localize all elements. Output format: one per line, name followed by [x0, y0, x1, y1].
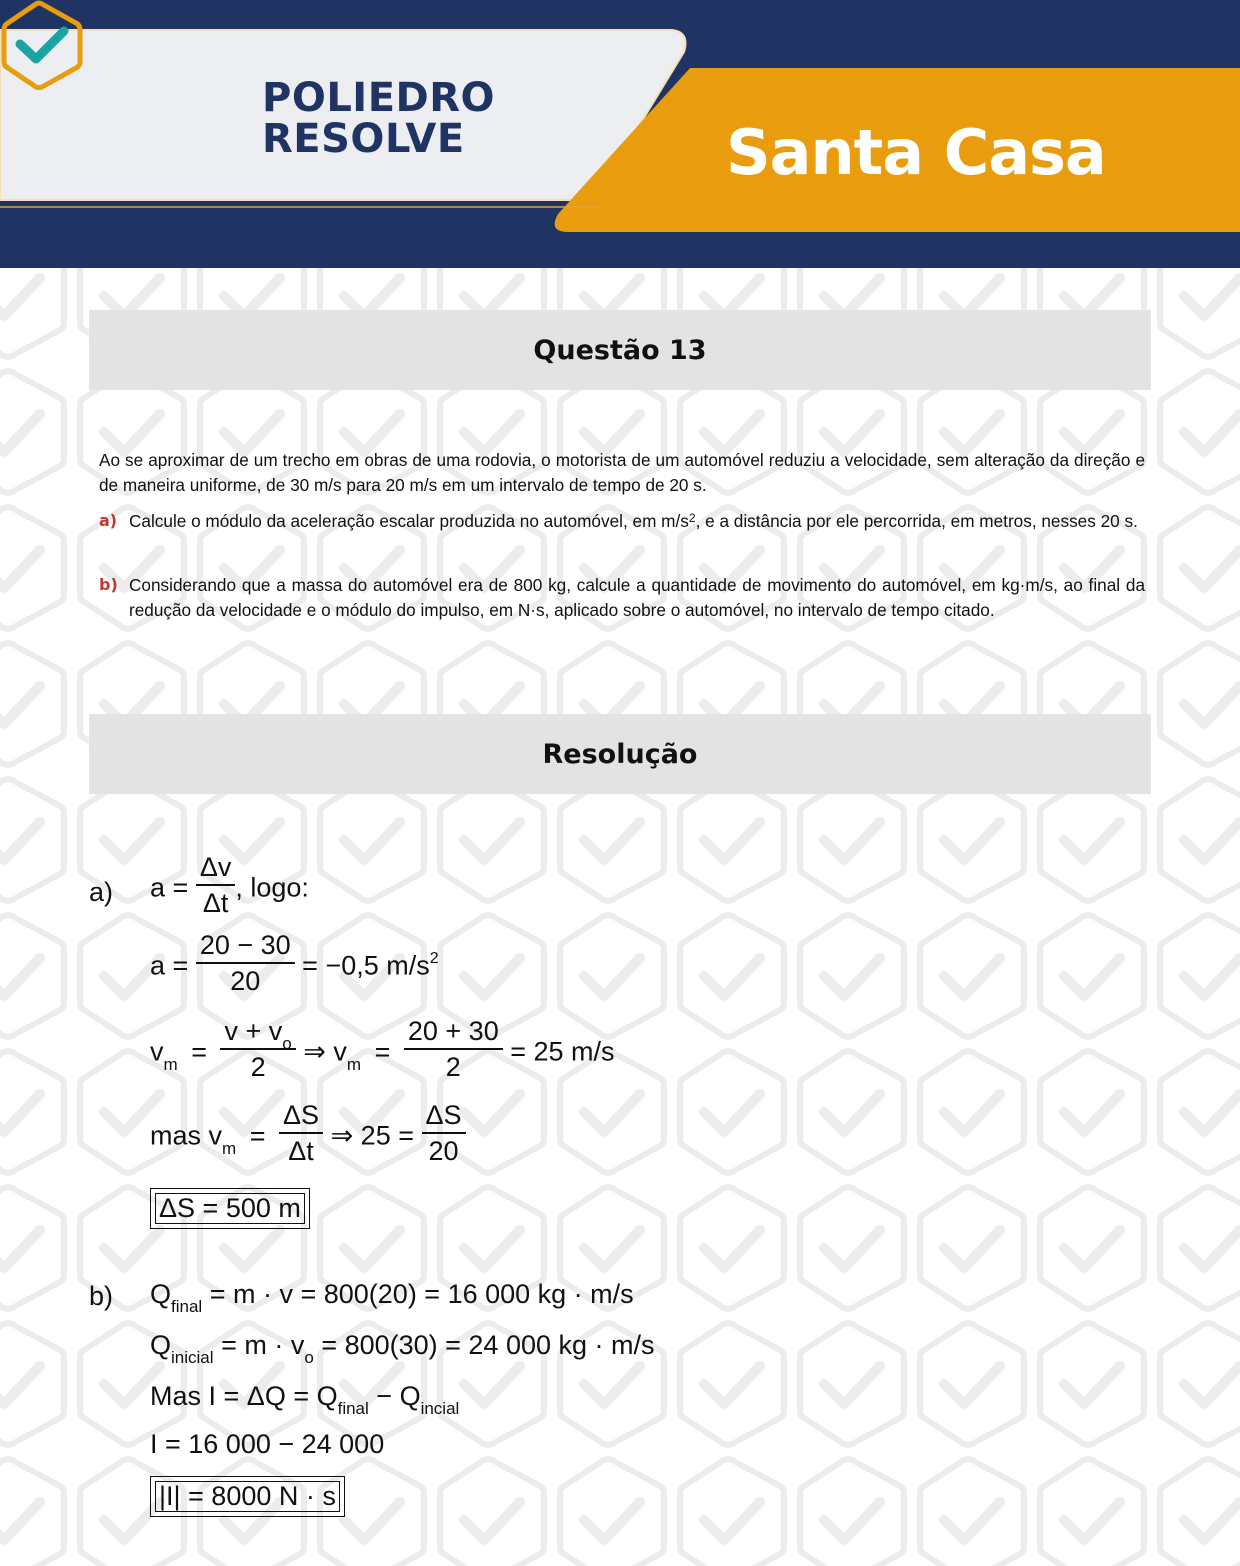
question-title: Questão 13 [533, 334, 707, 366]
eq-b-line3: Mas $I = \Delta Q = Q_{final} - Q_{incial}$ [150, 1381, 460, 1418]
item-label-b: b) [99, 575, 118, 594]
eq-a-line1: a = $\frac{\Delta v}{\Delta t}$ , logo: [150, 852, 309, 918]
header-banner [0, 0, 1240, 268]
part-b-label: b) [89, 1281, 114, 1311]
eq-b-line2: $Q_{inicial} = m \cdot v_o = 800(30) = 24$ 000 kg · m/s [150, 1330, 655, 1367]
question-item-a [99, 509, 1145, 534]
question-item-b [99, 573, 1145, 622]
eq-a-line2: a = $\frac{20 - 30}{20}$ = −0,5 $m/s^2$ [150, 930, 439, 996]
question-title-bar [89, 310, 1151, 390]
eq-b-line4: I = 16 000 − 24 000 [150, 1429, 385, 1459]
resolution-title-bar [89, 714, 1151, 794]
poliedro-check-icon [0, 0, 84, 90]
brand-name-line2: RESOLVE [262, 116, 465, 162]
part-a-label: a) [89, 877, 114, 907]
eq-a-line3: $v_m$ = $\frac{v + v_o}{2}$ ⇒ $v_m$ = $\frac{20 + 30}{2}$ = 25 m/s [150, 1016, 615, 1082]
exam-title: Santa Casa [726, 116, 1106, 189]
answer-b: |I| = 8000 N · s [150, 1476, 345, 1517]
item-label-a: a) [99, 511, 118, 530]
item-text-a: Calcule o módulo da aceleração escalar produzida no automóvel, em $m/s^2$, e a distância por ele percorrida, em metros, nesses 20 s. [129, 510, 1138, 531]
item-text-b: Considerando que a massa do automóvel era de 800 kg, calcule a quantidade de movimento do automóvel, em kg·m/s, ao final da redução da velocidade e o módulo do impulso, em N·s, aplicado sobre o automóvel, no intervalo de tempo citado. [129, 575, 1145, 620]
brand-name-line1: POLIEDRO [262, 75, 496, 121]
resolution-title: Resolução [542, 738, 698, 770]
answer-a: ΔS = 500 m [150, 1188, 310, 1229]
question-intro: Ao se aproximar de um trecho em obras de uma rodovia, o motorista de um automóvel reduziu a velocidade, sem alteração da direção e de maneira uniforme, de 30 m/s para 20 m/s em um intervalo de tempo de 20 s. [99, 450, 1145, 495]
eq-a-line4: mas $v_m$ = $\frac{\Delta S}{\Delta t}$ ⇒ 25 = $\frac{\Delta S}{20}$ [150, 1106, 466, 1169]
eq-b-line1: $Q_{final} = m \cdot v = 800(20) = 16$ 000 kg · m/s [150, 1279, 634, 1316]
